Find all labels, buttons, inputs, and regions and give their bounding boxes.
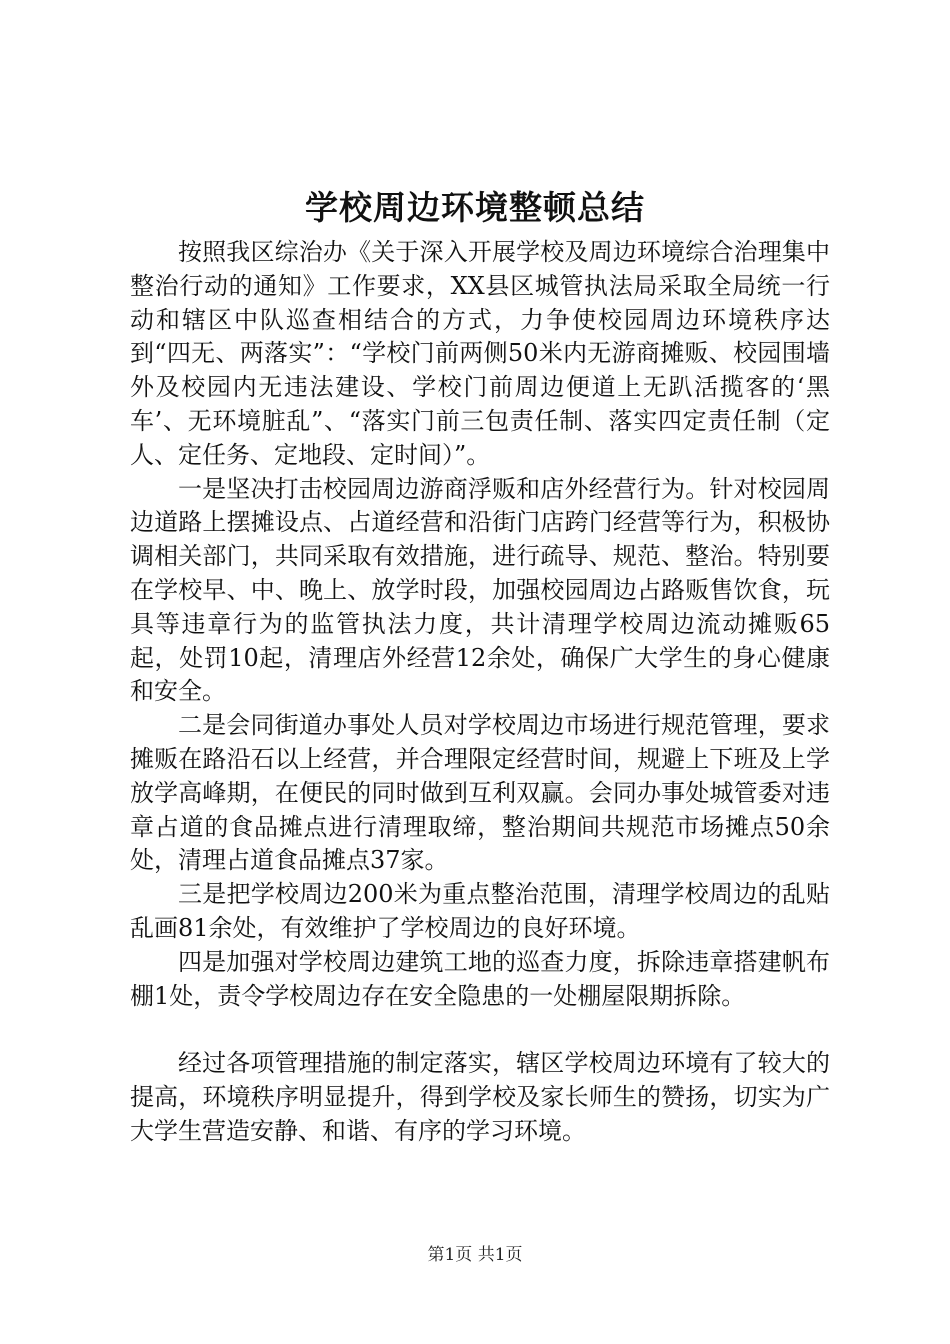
page-number-footer: 第1页 共1页 xyxy=(427,1245,523,1265)
paragraph-intro: 按照我区综治办《关于深入开展学校及周边环境综合治理集中整治行动的通知》工作要求，XX县区城管执法局采取全局统一行动和辖区中队巡查相结合的方式，力争使校园周边环境秩序达到“四无、两落实”：“学校门前两侧50米内无游商摊贩、校园围墙外及校园内无违法建设、学校门前周边便道上无趴活揽客的‘黑车’、无环境脏乱”、“落实门前三包责任制、落实四定责任制（定人、定任务、定地段、定时间）”。 xyxy=(130,238,830,469)
paragraph-item-one: 一是坚决打击校园周边游商浮贩和店外经营行为。针对校园周边道路上摆摊设点、占道经营和沿街门店跨门经营等行为，积极协调相关部门，共同采取有效措施，进行疏导、规范、整治。特别要在学校早、中、晚上、放学时段，加强校园周边占路贩售饮食，玩具等违章行为的监管执法力度，共计清理学校周边流动摊贩65起，处罚10起，清理店外经营12余处，确保广大学生的身心健康和安全。 xyxy=(130,474,830,706)
paragraph-item-four: 四是加强对学校周边建筑工地的巡查力度，拆除违章搭建帆布棚1处，责令学校周边存在安全隐患的一处棚屋限期拆除。 xyxy=(130,947,830,1010)
paragraph-item-two: 二是会同街道办事处人员对学校周边市场进行规范管理，要求摊贩在路沿石以上经营，并合理限定经营时间，规避上下班及上学放学高峰期，在便民的同时做到互利双赢。会同办事处城管委对违章占道的食品摊点进行清理取缔，整治期间共规范市场摊点50余处，清理占道食品摊点37家。 xyxy=(130,711,830,875)
paragraph-spacer xyxy=(130,1013,830,1047)
document-title: 学校周边环境整顿总结 xyxy=(305,188,645,227)
paragraph-conclusion: 经过各项管理措施的制定落实，辖区学校周边环境有了较大的提高，环境秩序明显提升，得到学校及家长师生的赞扬，切实为广大学生营造安静、和谐、有序的学习环境。 xyxy=(130,1049,830,1145)
document-body xyxy=(130,236,830,1149)
paragraph-item-three: 三是把学校周边200米为重点整治范围，清理学校周边的乱贴乱画81余处，有效维护了学校周边的良好环境。 xyxy=(130,880,830,942)
